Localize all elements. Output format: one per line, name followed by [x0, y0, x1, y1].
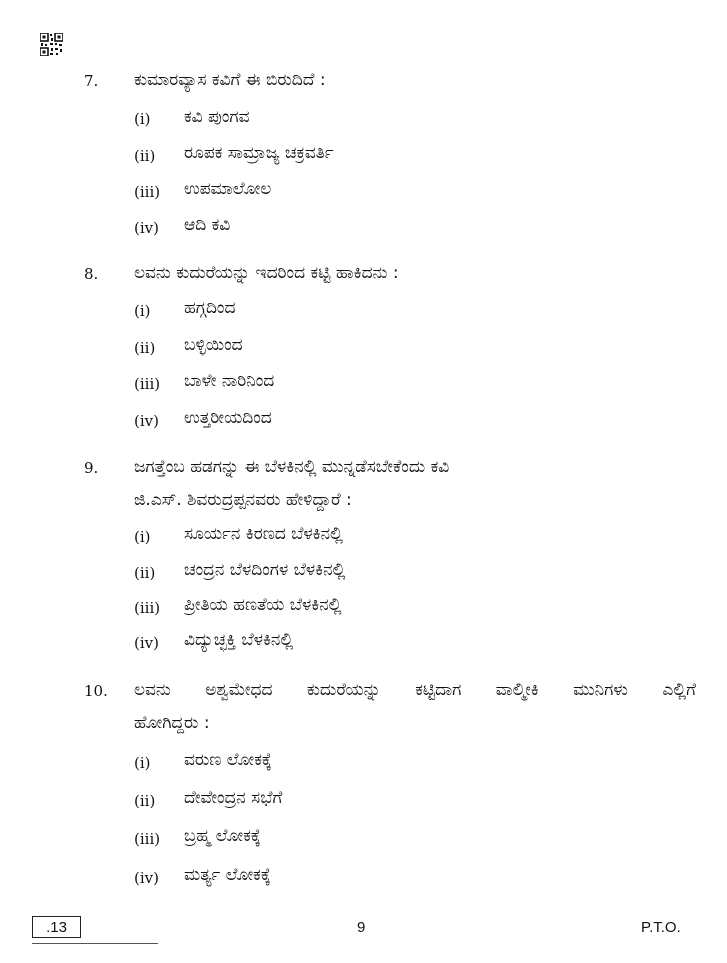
question-text-line-2: ಜಿ.ಎಸ್. ಶಿವರುದ್ರಪ್ಪನವರು ಹೇಳಿದ್ದಾರೆ :: [134, 490, 352, 510]
option-marker: (i): [134, 754, 151, 772]
option-marker: (ii): [134, 564, 156, 582]
paper-code-box: .13: [32, 916, 81, 938]
question-text-line-2: ಹೋಗಿದ್ದರು :: [134, 713, 210, 733]
option-text: ವಿದ್ಯುಚ್ಛಕ್ತಿ ಬೆಳಕಿನಲ್ಲಿ: [184, 630, 294, 650]
option-marker: (iii): [134, 830, 161, 848]
option-text: ಬಾಳೇ ನಾರಿನಿಂದ: [184, 371, 275, 391]
question-text-line-1: ಜಗತ್ತೆಂಬ ಹಡಗನ್ನು ಈ ಬೆಳಕಿನಲ್ಲಿ ಮುನ್ನಡೆಸಬೇಕೆಂದು ಕವಿ: [134, 457, 450, 477]
option-text: ದೇವೇಂದ್ರನ ಸಭೆಗೆ: [184, 788, 283, 808]
question-text: ಕುಮಾರವ್ಯಾಸ ಕವಿಗೆ ಈ ಬಿರುದಿದೆ :: [134, 70, 326, 90]
option-marker: (i): [134, 110, 151, 128]
option-marker: (iv): [134, 869, 159, 887]
option-marker: (iv): [134, 412, 159, 430]
option-marker: (i): [134, 302, 151, 320]
question-number: 10.: [84, 682, 108, 700]
option-text: ಆದಿ ಕವಿ: [184, 215, 231, 235]
question-text: ಲವನು ಕುದುರೆಯನ್ನು ಇದರಿಂದ ಕಟ್ಟಿ ಹಾಕಿದನು :: [134, 263, 399, 283]
option-text: ಮರ್ತ್ಯ ಲೋಕಕ್ಕೆ: [184, 865, 271, 885]
question-number: 9.: [84, 459, 99, 477]
option-text: ಪ್ರೀತಿಯ ಹಣತೆಯ ಬೆಳಕಿನಲ್ಲಿ: [184, 595, 342, 615]
option-text: ಉಪಮಾಲೋಲ: [184, 179, 272, 199]
option-marker: (i): [134, 528, 151, 546]
option-text: ವರುಣ ಲೋಕಕ್ಕೆ: [184, 750, 272, 770]
option-marker: (ii): [134, 147, 156, 165]
option-marker: (ii): [134, 792, 156, 810]
option-text: ಬಳ್ಳಿಯಿಂದ: [184, 335, 243, 355]
option-marker: (ii): [134, 339, 156, 357]
option-text: ಸೂರ್ಯನ ಕಿರಣದ ಬೆಳಕಿನಲ್ಲಿ: [184, 524, 343, 544]
option-text: ಕವಿ ಪುಂಗವ: [184, 107, 250, 127]
question-number: 8.: [84, 265, 99, 283]
question-number: 7.: [84, 72, 99, 90]
question-text-line-1: ಲವನು ಅಶ್ವಮೇಧದ ಕುದುರೆಯನ್ನು ಕಟ್ಟಿದಾಗ ವಾಲ್ಮೀಕಿ ಮುನಿಗಳು ಎಲ್ಲಿಗೆ: [134, 680, 696, 700]
option-text: ಬ್ರಹ್ಮ ಲೋಕಕ್ಕೆ: [184, 826, 261, 846]
qr-code-icon: [40, 33, 63, 56]
pto-label: P.T.O.: [641, 919, 681, 936]
option-marker: (iv): [134, 219, 159, 237]
option-marker: (iii): [134, 183, 161, 201]
option-marker: (iv): [134, 634, 159, 652]
option-marker: (iii): [134, 599, 161, 617]
option-text: ಉತ್ತರೀಯದಿಂದ: [184, 408, 272, 428]
option-text: ಚಂದ್ರನ ಬೆಳದಿಂಗಳ ಬೆಳಕಿನಲ್ಲಿ: [184, 560, 346, 580]
option-text: ಹಗ್ಗದಿಂದ: [184, 298, 236, 318]
option-text: ರೂಪಕ ಸಾಮ್ರಾಜ್ಯ ಚಕ್ರವರ್ತಿ: [184, 143, 334, 163]
option-marker: (iii): [134, 375, 161, 393]
page-number: 9: [357, 919, 366, 936]
footer-divider: [32, 943, 158, 944]
